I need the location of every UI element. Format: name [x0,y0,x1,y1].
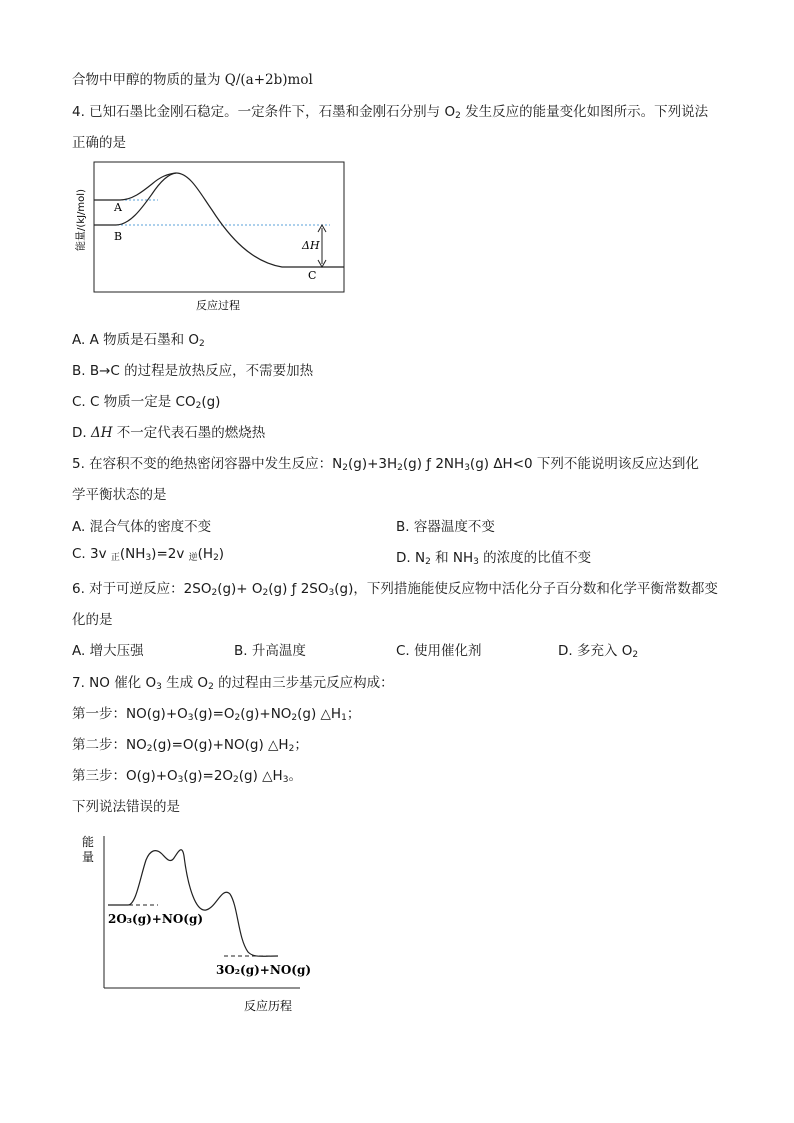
q6-option-a[interactable]: A. 增大压强 [72,643,144,659]
q7-ylabel-1: 能 [82,835,95,849]
q7-question: 下列说法错误的是 [72,799,180,815]
q4-option-d[interactable]: D. ΔH 不一定代表石墨的燃烧热 [72,425,266,441]
q4-curve-b [94,173,176,225]
q4-option-a[interactable]: A. A 物质是石墨和 $O_2$ [72,332,205,349]
q5-option-d[interactable]: D. $N_2$ 和 $NH_3$ 的浓度的比值不变 [396,550,592,567]
q4-ylabel: 能量/(kJ/mol) [76,189,87,251]
q4-label-a: A [114,201,122,214]
q7-reactant-label: 2O₃(g)+NO(g) [108,912,204,926]
q4-stem-line1: 4. 已知石墨比金刚石稳定。一定条件下，石墨和金刚石分别与 $O_2$ 发生反应的能量变化如图所示。下列说法 [72,104,709,121]
q5-option-c[interactable]: C. 3v $_正(NH_3)=2v$ $_逆(H_2)$ [72,546,225,563]
q6-option-c[interactable]: C. 使用催化剂 [396,643,482,659]
q7-xlabel: 反应历程 [244,999,293,1013]
q4-plot-frame [94,162,344,292]
q7-step3: 第三步：$O(g)+O_3(g)=2O_2(g)$ $\triangle H_3$。 [72,768,302,785]
q6-stem-line1: 6. 对于可逆反应：$2SO_2(g)+ O_2(g)$ ƒ $2SO_3(g)$，下列措施能使反应物中活化分子百分数和化学平衡常数都变 [72,581,718,598]
q4-energy-diagram [72,158,362,316]
q7-product-label: 3O₂(g)+NO(g) [216,963,312,977]
q4-stem-line2: 正确的是 [72,135,126,151]
q4-xlabel: 反应过程 [196,299,240,312]
q4-dh-label: ΔH [302,239,320,252]
q5-stem-line1: 5. 在容积不变的绝热密闭容器中发生反应：$N_2(g)+3H_2(g)$ ƒ $2NH_3(g)$ ΔH<0 下列不能说明该反应达到化 [72,456,699,473]
q4-option-c[interactable]: C. C 物质一定是 $CO_2(g)$ [72,394,221,411]
q4-curve-a [94,173,176,200]
q7-stem: 7. NO 催化 $O_3$ 生成 $O_2$ 的过程由三步基元反应构成： [72,675,394,692]
q4-curve-main [176,173,344,267]
q5-option-a[interactable]: A. 混合气体的密度不变 [72,519,212,535]
q4-label-b: B [114,230,123,243]
q6-stem-line2: 化的是 [72,612,113,628]
q7-ylabel-2: 量 [82,850,95,864]
q5-stem-line2: 学平衡状态的是 [72,487,167,503]
q5-option-b[interactable]: B. 容器温度不变 [396,519,495,535]
top-line: 合物中甲醇的物质的量为 Q/(a+2b)mol [72,72,313,88]
q6-option-b[interactable]: B. 升高温度 [234,643,306,659]
q4-label-c: C [308,269,317,282]
q7-curve [108,850,278,957]
q6-option-d[interactable]: D. 多充入 $O_2$ [558,643,639,660]
q7-step2: 第二步：$NO_2(g)=O(g)+NO(g)$ $\triangle H_2$； [72,737,308,754]
q7-energy-diagram [78,828,318,1018]
q4-option-b[interactable]: B. B→C 的过程是放热反应，不需要加热 [72,363,314,379]
q7-step1: 第一步：$NO(g)+O_3(g)=O_2(g)+NO_2(g)$ $\triangle H_1$； [72,706,361,723]
